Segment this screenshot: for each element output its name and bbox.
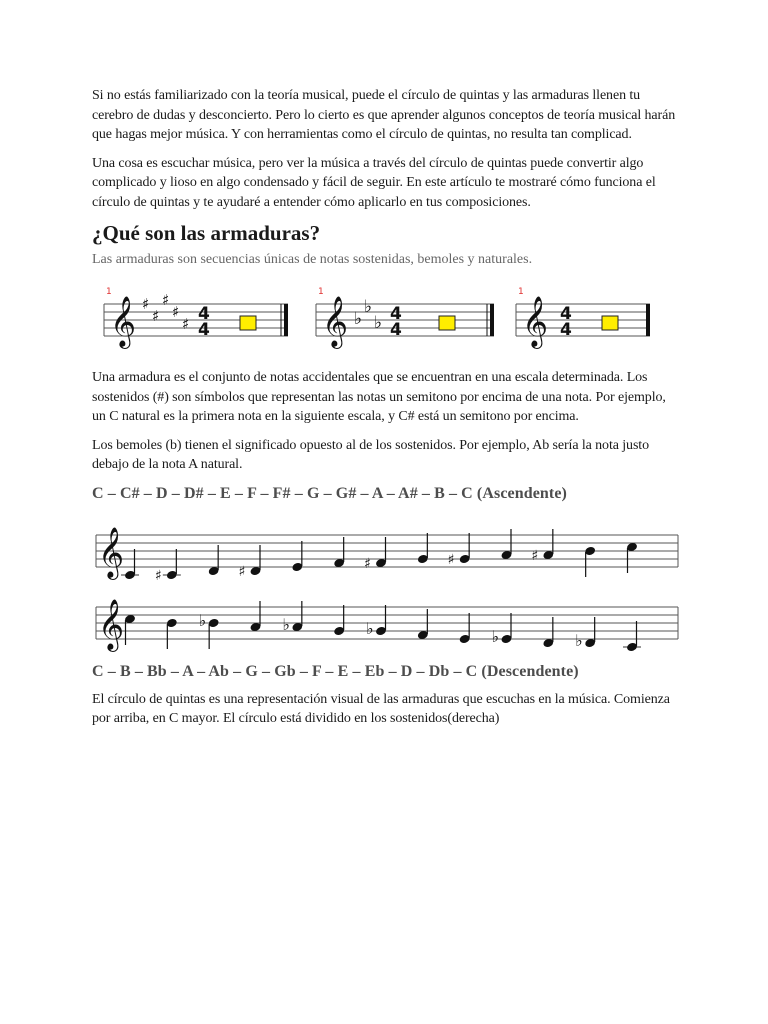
- sharp-icon: ♯: [364, 555, 371, 572]
- middle-paragraph-2: Los bemoles (b) tienen el significado opuesto al de los sostenidos. Por ejemplo, Ab sería la nota justo debajo de la nota A natural.: [92, 437, 649, 472]
- ascending-scale-heading: C – C# – D – D# – E – F – F# – G – G# – A – A# – B – C (Ascendente): [92, 484, 567, 502]
- treble-clef-icon: 𝄞: [322, 296, 349, 347]
- intro-paragraph-2: Una cosa es escuchar música, pero ver la música a través del círculo de quintas puede convertir algo complicado y lioso en algo condensado y fácil de seguir. En este artículo te mostraré cómo funciona el círculo de quintas y te ayudaré a entender cómo aplicarlo en tus composiciones.: [92, 155, 656, 210]
- intro-paragraph-1: Si no estás familiarizado con la teoría musical, puede el círculo de quintas y las armaduras llenen tu cerebro de dudas y desconcierto. Pero lo cierto es que aprender algunos conceptos de teoría musical harán que hagas mejor música. Y con herramientas como el círculo de quintas, no resulta tan complicad.: [92, 88, 676, 142]
- note-B: [584, 545, 596, 576]
- note-D: [208, 545, 220, 576]
- note-E: [459, 613, 471, 644]
- note-G: [333, 605, 345, 636]
- staff: [96, 607, 678, 639]
- section-subtitle: Las armaduras son secuencias únicas de notas sostenidas, bemoles y naturales.: [92, 252, 533, 267]
- treble-clef-icon: 𝄞: [522, 296, 549, 347]
- sharp-icon: ♯: [162, 291, 170, 309]
- note-Eb: [492, 613, 513, 646]
- descending-scale-heading: C – B – Bb – A – Ab – G – Gb – F – E – Eb – D – Db – C (Descendente): [92, 662, 579, 680]
- note-D: [542, 617, 554, 648]
- note-Db: [575, 617, 596, 650]
- sharp-icon: ♯: [182, 315, 190, 333]
- sharp-icon: ♯: [447, 551, 455, 568]
- flat-icon: ♭: [198, 610, 207, 630]
- sharp-icon: ♯: [172, 303, 180, 321]
- key-signature-3: [516, 287, 650, 349]
- flat-icon: ♭: [364, 297, 373, 317]
- thick-barline: [646, 304, 650, 336]
- descending-staff-figure: [92, 589, 682, 661]
- note-A: [501, 529, 513, 560]
- note-C: [626, 541, 638, 572]
- empty-measure-box: [240, 316, 256, 330]
- note-C: [623, 621, 641, 652]
- treble-clef-icon: 𝄞: [98, 526, 125, 578]
- key-signature-2: [316, 287, 494, 349]
- treble-clef-icon: 𝄞: [98, 598, 125, 650]
- time-signature-bottom: 4: [198, 320, 210, 340]
- note-Gb: [366, 605, 387, 638]
- section-heading: ¿Qué son las armaduras?: [92, 221, 321, 245]
- time-signature-top: 4: [560, 304, 572, 324]
- key-signature-examples: [92, 268, 682, 368]
- sharp-icon: ♯: [142, 295, 150, 313]
- thick-barline: [490, 304, 494, 336]
- flat-icon: ♭: [282, 614, 290, 634]
- note-F: [333, 537, 345, 568]
- note-D#: [239, 545, 262, 580]
- thick-barline: [284, 304, 288, 336]
- key-signature-figure: [92, 268, 682, 368]
- treble-clef-icon: 𝄞: [110, 296, 137, 347]
- final-paragraph: El círculo de quintas es una representación visual de las armaduras que escuchas en la música. Comienza por arriba, en C mayor. El círculo está dividido en los sostenidos(derecha): [92, 691, 670, 726]
- key-signature-1: [104, 287, 288, 349]
- flat-icon: ♭: [575, 630, 583, 650]
- flat-icon: ♭: [366, 618, 374, 638]
- note-G: [417, 533, 429, 564]
- time-signature-bottom: 4: [560, 320, 572, 340]
- time-signature-top: 4: [390, 304, 402, 324]
- sharp-icon: ♯: [531, 547, 539, 564]
- middle-paragraph-1: Una armadura es el conjunto de notas accidentales que se encuentran en una escala determinada. Los sostenidos (#) son símbolos que representan las notas un semitono por encima de una nota. Por ejemplo, un C natural es la primera nota en la siguiente escala, y C# está un semitono por encima.: [92, 370, 666, 424]
- flat-icon: ♭: [354, 309, 363, 329]
- sharp-icon: ♯: [238, 563, 246, 580]
- sharp-icon: ♯: [154, 567, 162, 584]
- empty-measure-box: [602, 316, 618, 330]
- measure-number: 1: [106, 287, 112, 297]
- flat-icon: ♭: [374, 313, 383, 333]
- note-Bb: [199, 611, 220, 649]
- time-signature-bottom: 4: [390, 320, 402, 340]
- note-C: [124, 613, 136, 644]
- note-Ab: [282, 601, 303, 634]
- document-page: [92, 86, 682, 738]
- note-E: [291, 541, 303, 572]
- note-A: [250, 601, 262, 632]
- flat-icon: ♭: [491, 626, 500, 646]
- ascending-scale-staff: [92, 517, 682, 589]
- ascending-staff-figure: [92, 517, 682, 589]
- time-signature-top: 4: [198, 304, 210, 324]
- note-B: [166, 617, 178, 648]
- measure-number: 1: [518, 287, 524, 297]
- descending-scale-staff: [92, 589, 682, 661]
- empty-measure-box: [439, 316, 455, 330]
- measure-number: 1: [318, 287, 324, 297]
- sharp-icon: ♯: [152, 307, 160, 325]
- note-F: [417, 609, 429, 640]
